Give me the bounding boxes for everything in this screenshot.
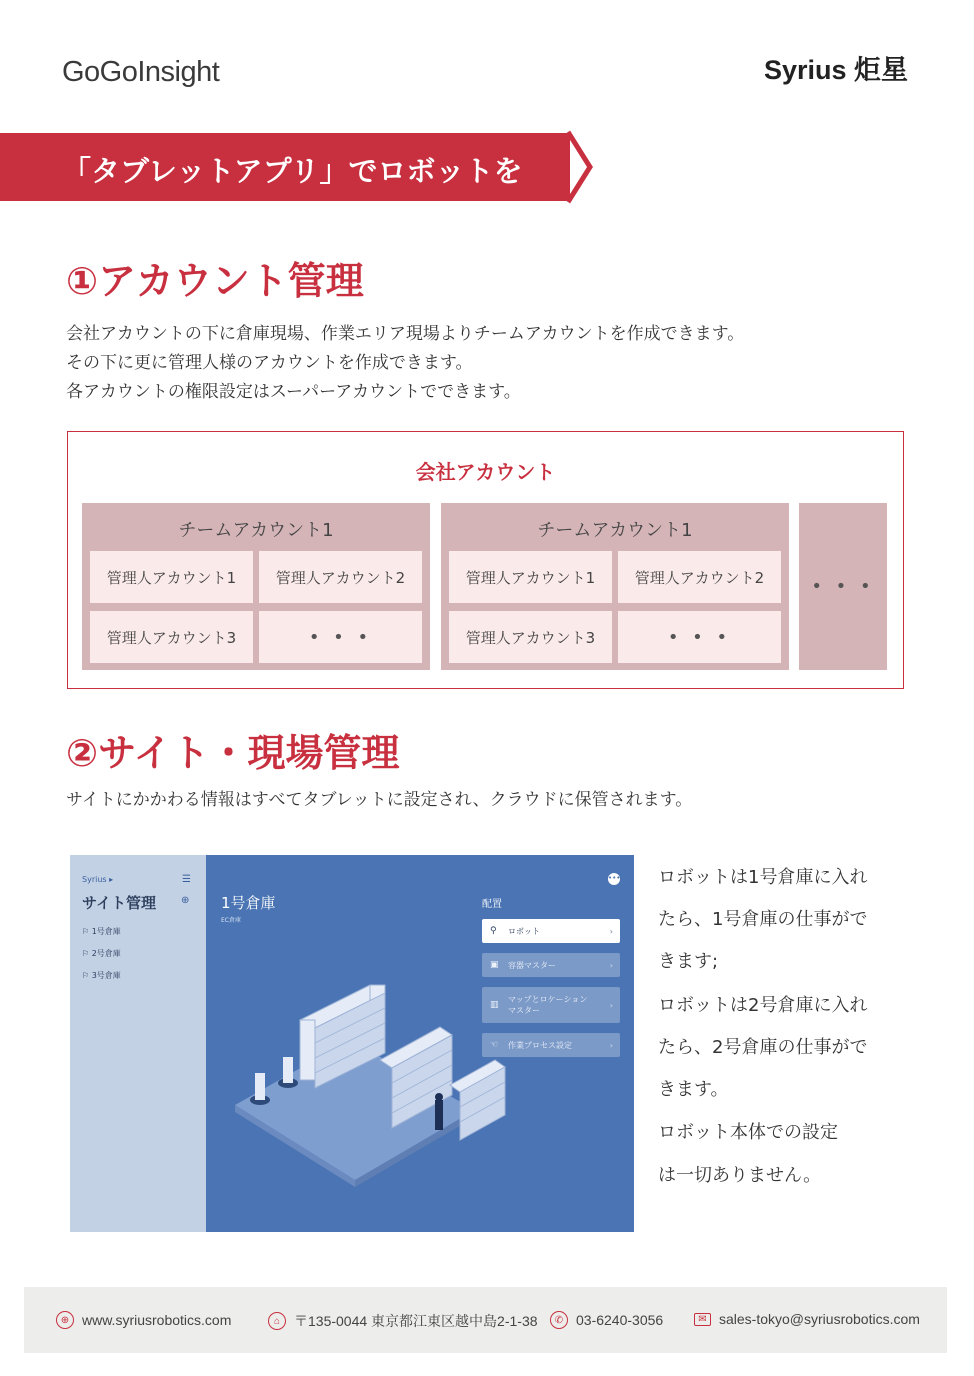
note-line-5: たら、2号倉庫の仕事がで — [658, 1037, 868, 1058]
manager-account: 管理人アカウント2 — [618, 551, 781, 603]
address-text: 〒135-0044 東京都江東区越中島2-1-38 — [294, 1313, 538, 1329]
chevron-right-icon: › — [609, 1040, 613, 1050]
phone-text: 03-6240-3056 — [576, 1312, 664, 1328]
config-item-label: 作業プロセス設定 — [508, 1040, 572, 1050]
gogoinsight-logo: GoGoInsight — [62, 56, 220, 88]
note-line-4: ロボットは2号倉庫に入れ — [658, 995, 868, 1016]
location-icon: ⌂ — [268, 1312, 286, 1330]
more-accounts: • • • — [259, 611, 422, 663]
more-accounts: • • • — [618, 611, 781, 663]
sidebar-item-warehouse-2[interactable] — [82, 948, 121, 959]
manager-account: 管理人アカウント2 — [259, 551, 422, 603]
section1-line-2: その下に更に管理人様のアカウントを作成できます。 — [66, 353, 473, 373]
chevron-right-icon: › — [609, 926, 613, 936]
phone-icon: ✆ — [550, 1311, 568, 1329]
more-teams-label: • • • — [811, 576, 875, 597]
app-sidebar — [70, 855, 206, 1232]
manager-account: 管理人アカウント3 — [90, 611, 253, 663]
sidebar-item-label: 1号倉庫 — [91, 927, 121, 936]
footer — [24, 1287, 947, 1353]
team-account-box — [82, 503, 430, 670]
warehouse-isometric-illustration — [220, 965, 550, 1225]
flag-icon: ⚐ — [82, 971, 92, 980]
section1-line-3: 各アカウントの権限設定はスーパーアカウントでできます。 — [66, 382, 521, 402]
add-icon[interactable]: ⊕ — [181, 895, 190, 906]
map-icon: ▥ — [490, 1000, 499, 1010]
footer-email[interactable] — [694, 1311, 920, 1327]
globe-icon: ⊕ — [56, 1311, 74, 1329]
note-line-2: たら、1号倉庫の仕事がで — [658, 909, 868, 930]
warehouse-subtitle: EC倉庫 — [221, 917, 241, 924]
section2-title: ②サイト・現場管理 — [66, 731, 400, 775]
section2-line: サイトにかかわる情報はすべてタブレットに設定され、クラウドに保管されます。 — [66, 790, 693, 810]
section1-title: ①アカウント管理 — [66, 259, 364, 303]
team-account-label: チームアカウント1 — [178, 520, 334, 541]
tablet-app-screenshot — [70, 855, 634, 1232]
more-options-button[interactable]: ••• — [608, 873, 620, 885]
config-item-label: 容器マスター — [508, 960, 556, 970]
manager-account: 管理人アカウント1 — [90, 551, 253, 603]
config-item-label: マップとロケーション マスター — [508, 995, 588, 1015]
chevron-right-icon — [562, 128, 596, 206]
config-robot-button[interactable] — [482, 919, 620, 943]
flag-icon: ⚐ — [82, 949, 92, 958]
config-title: 配置 — [482, 899, 502, 910]
config-item-label: ロボット — [508, 926, 540, 936]
more-teams — [799, 503, 887, 670]
container-icon: ▣ — [490, 960, 499, 970]
manager-account: 管理人アカウント1 — [449, 551, 612, 603]
footer-address — [268, 1311, 538, 1331]
banner-title: 「タブレットアプリ」でロボットを — [62, 154, 523, 188]
hand-icon: ☜ — [490, 1040, 499, 1050]
footer-website[interactable] — [56, 1311, 231, 1329]
robot-icon: ⚲ — [490, 926, 497, 936]
flag-icon: ⚐ — [82, 927, 92, 936]
sidebar-item-label: 3号倉庫 — [91, 971, 121, 980]
note-line-6: きます。 — [658, 1079, 729, 1100]
org-chart — [67, 431, 904, 689]
company-account-label: 会社アカウント — [415, 460, 556, 484]
mail-icon: ✉ — [694, 1313, 711, 1326]
chevron-right-icon: › — [609, 960, 613, 970]
chevron-right-icon: › — [609, 1000, 613, 1010]
manager-account: 管理人アカウント3 — [449, 611, 612, 663]
warehouse-title: 1号倉庫 — [221, 894, 276, 912]
sidebar-item-warehouse-1[interactable] — [82, 926, 121, 937]
website-text: www.syriusrobotics.com — [82, 1312, 232, 1328]
sidebar-title: サイト管理 — [82, 894, 156, 912]
sidebar-item-warehouse-3[interactable] — [82, 970, 121, 981]
note-line-7: ロボット本体での設定 — [658, 1122, 838, 1143]
section1-line-1: 会社アカウントの下に倉庫現場、作業エリア現場よりチームアカウントを作成できます。 — [66, 324, 745, 344]
app-brand: Syrius ▸ — [82, 875, 114, 884]
email-text: sales-tokyo@syriusrobotics.com — [719, 1311, 920, 1327]
team-account-box — [441, 503, 789, 670]
menu-icon[interactable]: ☰ — [182, 874, 191, 885]
note-line-8: は一切ありません。 — [658, 1165, 822, 1186]
syrius-logo: Syrius 炬星 — [763, 55, 908, 85]
sidebar-item-label: 2号倉庫 — [91, 949, 121, 958]
note-line-3: きます; — [658, 951, 719, 972]
footer-phone[interactable] — [550, 1311, 663, 1329]
note-line-1: ロボットは1号倉庫に入れ — [658, 867, 868, 888]
team-account-label: チームアカウント1 — [537, 520, 693, 541]
